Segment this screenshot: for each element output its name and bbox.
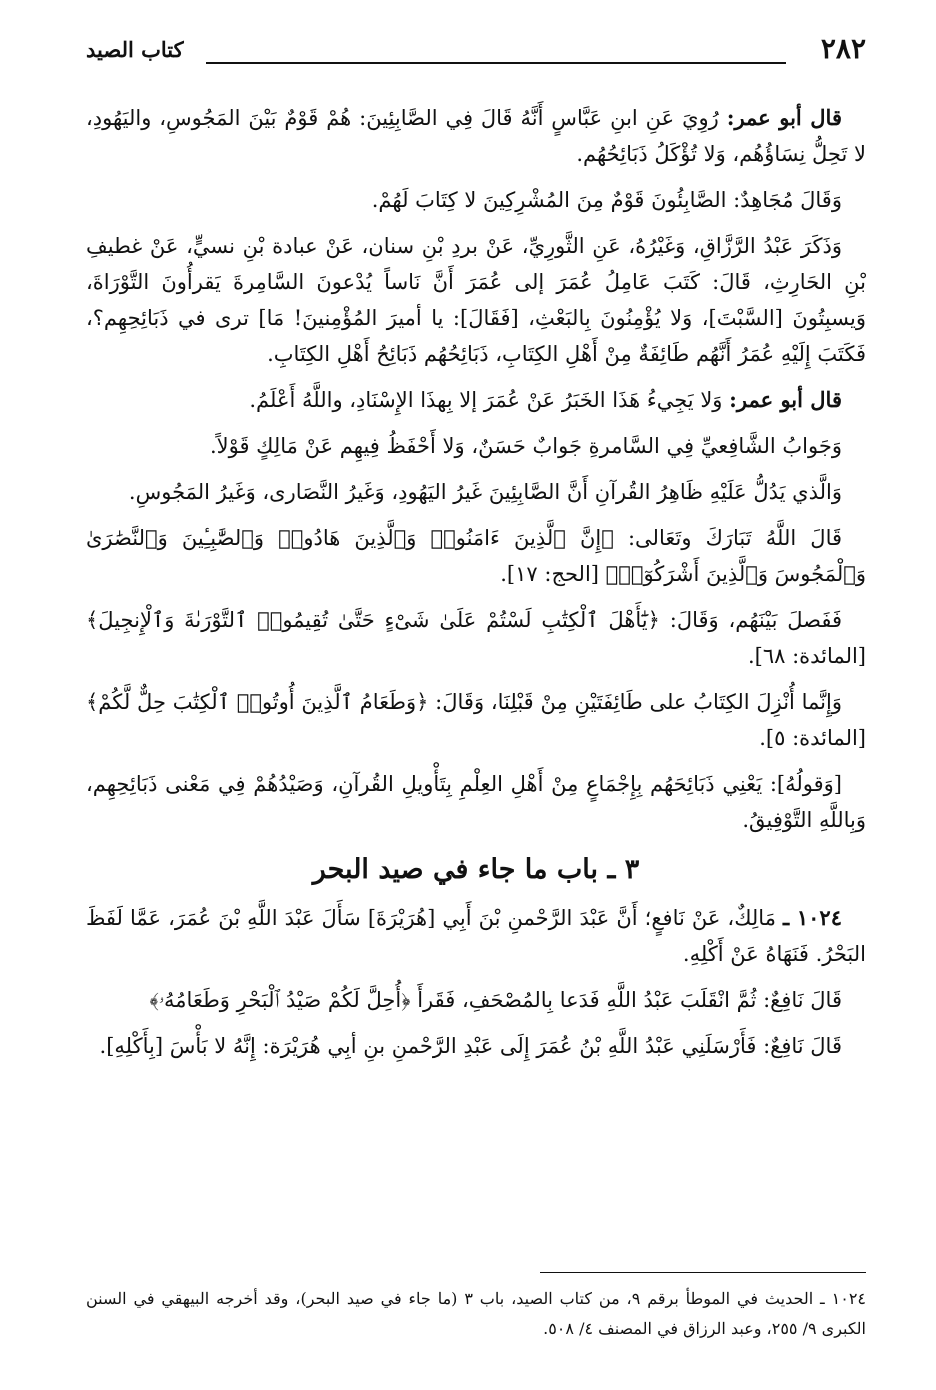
paragraph-quran-quote: قَالَ نَافِعٌ: ثُمَّ انْقَلَبَ عَبْدُ اللَّهِ فَدَعا بِالمُصْحَفِ، فَقَرأَ ﴿أُحِلَّ لَكُمْ صَيْدُ ٱلْبَحْرِ وَطَعَامُهُۥ﴾ — [149, 988, 842, 1012]
page-header — [86, 30, 866, 70]
chapter-heading: ٣ ـ باب ما جاء في صيد البحر — [312, 854, 640, 885]
page-number: ٢٨٢ — [820, 32, 866, 65]
paragraph — [86, 382, 866, 418]
hadith-number: ١٠٢٤ ـ — [783, 905, 842, 930]
hadith-paragraph — [86, 900, 866, 972]
speaker-lead: قال أبو عمر: — [726, 105, 842, 130]
speaker-lead: قال أبو عمر: — [729, 387, 842, 412]
page-body — [86, 100, 866, 1074]
paragraph: [وَقولُهُ]: يَعْنِي ذَبَائِحَهُم بِإِجْمَاعٍ مِنْ أَهْلِ العِلْمِ بِتَأْويلِ القُرآنِ، وَصَيْدُهُمْ فِي مَعْنى ذَبَائِحِهِم، وَبِاللَّهِ التَّوْفِيقُ. — [86, 772, 866, 832]
hadith-text: مَالِكٌ، عَنْ نَافعٍ؛ أَنَّ عَبْدَ الرَّحْمنِ بْنَ أَبِي [هُرَيْرَةَ] سَأَلَ عَبْدَ اللَّهِ بْنَ عُمَرَ، عَمَّا لَفَظَ البَحْرُ. فَنَهَاهُ عَنْ أَكْلِهِ. — [86, 906, 866, 966]
paragraph-quran-quote: وَإِنَّما أُنْزِلَ الكِتَابُ على طَائِفَتَيْنِ مِنْ قَبْلِنَا، وَقَالَ: ﴿وَطَعَامُ ٱلَّذِينَ أُوتُوا۟ ٱلْكِتَٰبَ حِلٌّ لَّكُمْ﴾ [المائدة: ٥]. — [86, 690, 866, 750]
paragraph-text: وَلا يَجِيءُ هَذَا الخَبَرُ عَنْ عُمَرَ إلا بِهذَا الإِسْنَادِ، واللَّهُ أَعْلَمُ. — [249, 388, 723, 412]
paragraph: وَالَّذي يَدُلُّ عَلَيْهِ ظَاهِرُ القُرآنِ أَنَّ الصَّابِئِينَ غَيرُ اليَهُودِ، وَغَيرُ النَّصَارى، وَغَيرُ المَجُوسِ. — [128, 480, 842, 504]
paragraph: وَجَوابُ الشَّافِعيِّ فِي السَّامرةِ جَوابٌ حَسَنٌ، وَلا أَحْفَظُ فِيهِم عَنْ مَالِكٍ قَوْلاً. — [209, 434, 842, 458]
paragraph-quran-quote: قَالَ اللَّهُ تَبَارَكَ وتَعَالى: ﴿إِنَّ ٱلَّذِينَ ءَامَنُوا۟ وَٱلَّذِينَ هَادُوا۟ وَٱلصَّٰبِـِٔينَ وَٱلنَّصَٰرَىٰ وَٱلْمَجُوسَ وَٱلَّذِينَ أَشْرَكُوٓا۟﴾ [الحج: ١٧]. — [86, 526, 866, 586]
paragraph: قَالَ نَافِعٌ: فَأَرْسَلَنِي عَبْدُ اللَّهِ بْنُ عُمَرَ إِلَى عَبْدِ الرَّحْمنِ بنِ أبِي هُرَيْرَة: إِنَّهُ لا بَأْسَ [بِأَكْلِهِ]. — [99, 1034, 842, 1058]
footnote: ١٠٢٤ ـ الحديث في الموطأ برقم ٩، من كتاب الصيد، باب ٣ (ما جاء في صيد البحر)، وقد أخرجه البيهقي في السنن الكبرى ٩/ ٢٥٥، وعبد الرزاق في المصنف ٤/ ٥٠٨. — [86, 1289, 867, 1338]
footnote-rule — [540, 1272, 866, 1273]
paragraph: وَذَكَرَ عَبْدُ الرَّزَّاقِ، وَغَيْرُهُ، عَنِ الثَّورِيِّ، عَنْ بردِ بْنِ سنان، عَنْ عبادة بْنِ نسيٍّ، عَنْ غطيفِ بْنِ الحَارِثِ، قَالَ: كَتَبَ عَامِلُ عُمَرَ إلى عُمَرَ أَنَّ نَاساً يُدْعونَ السَّامِرةَ يَقرأُونَ التَّوْرَاةَ، وَيسبِتُونَ [السَّبْتَ]، وَلا يُؤْمِنُونَ بِالبَعْثِ، [فَقَالَ]: يا أميرَ المُؤْمِنينَ! مَا] ترى في ذَبَائِحِهِم؟، فَكَتَبَ إِلَيْهِ عُمَرُ أَنَّهُم طَائِفَةٌ مِنْ أَهْلِ الكِتَابِ، ذَبَائِحُهُم ذَبَائِحُ أَهْلِ الكِتَابِ. — [86, 234, 866, 366]
paragraph: وَقَالَ مُجَاهِدٌ: الصَّابِئُونَ قَوْمٌ مِنَ المُشْرِكِينَ لا كِتَابَ لَهُمْ. — [371, 188, 842, 212]
paragraph-text: رُوِيَ عَنِ ابنِ عَبَّاسٍ أَنَّهُ قَالَ فِي الصَّابِئِينَ: هُمْ قَوْمٌ بَيْنَ المَجُوسِ، واليَهُودِ، لا تَحِلُّ نِسَاؤُهُم، وَلا تُؤْكَلُ ذَبَائِحُهُم. — [86, 106, 866, 166]
header-rule — [206, 62, 786, 64]
paragraph-quran-quote: فَفَصلَ بَيْنَهُم، وَقَالَ: ﴿يَٰٓأَهْلَ ٱلْكِتَٰبِ لَسْتُمْ عَلَىٰ شَىْءٍ حَتَّىٰ تُقِيمُوا۟ ٱلتَّوْرَىٰةَ وَٱلْإِنجِيلَ﴾ [المائدة: ٦٨]. — [86, 608, 866, 668]
paragraph — [86, 100, 866, 172]
running-title: كتاب الصيد — [86, 37, 184, 62]
